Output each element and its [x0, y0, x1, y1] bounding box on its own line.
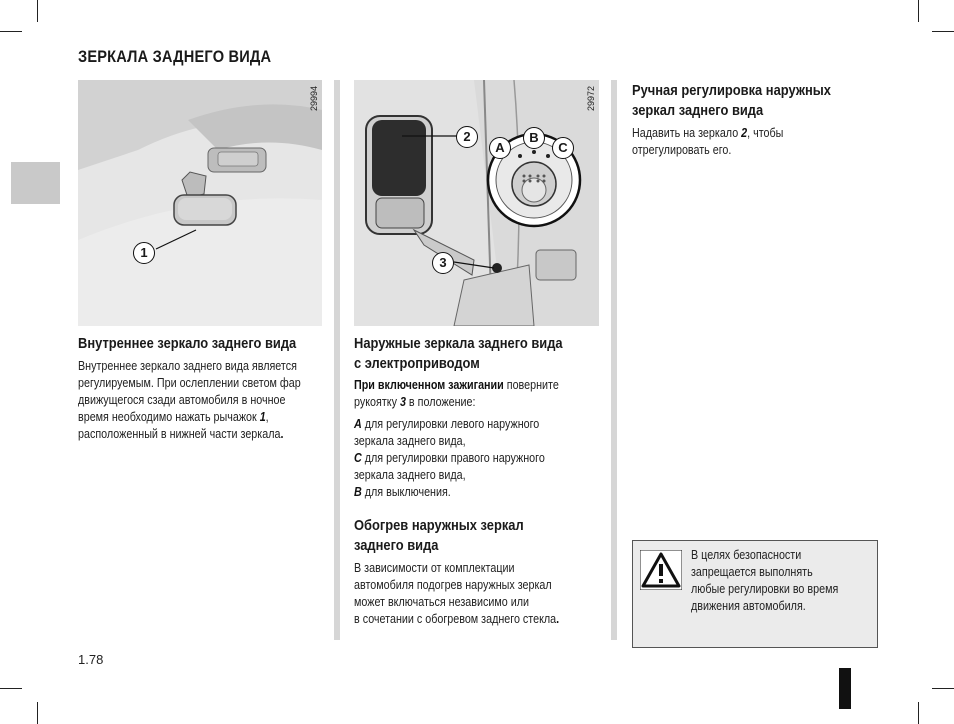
callout-A: A	[489, 137, 511, 159]
heading-line: Обогрев наружных зеркал	[354, 517, 524, 534]
text-line	[354, 611, 559, 628]
crop-mark	[932, 688, 954, 689]
text-line	[78, 409, 301, 426]
text-line	[354, 416, 559, 433]
text-line: регулируемым. При ослеплении светом фар	[78, 376, 301, 390]
figure-code: 29972	[586, 86, 596, 112]
text-line: автомобиля подогрев наружных зеркал	[354, 578, 552, 592]
text-line	[354, 450, 559, 467]
position-key-A: A	[354, 417, 362, 431]
text-line: движения автомобиля.	[691, 599, 806, 613]
text-line: любые регулировки во время	[691, 582, 839, 596]
electric-mirror-heading	[354, 334, 563, 374]
text-fragment: в положение:	[405, 395, 476, 409]
text-line: В целях безопасности	[691, 548, 802, 562]
crop-mark	[0, 688, 22, 689]
text-line: зеркала заднего вида,	[354, 468, 466, 482]
lever-ref: 1	[259, 410, 266, 424]
text-fragment: .	[280, 427, 284, 441]
page-number: 1.78	[78, 652, 104, 667]
text-fragment: в сочетании с обогревом заднего стекла	[354, 612, 557, 626]
crop-mark	[932, 31, 954, 32]
text-fragment: для регулировки правого наружного	[361, 451, 545, 465]
crop-mark	[37, 0, 38, 22]
text-line: движущегося сзади автомобиля в ночное	[78, 393, 286, 407]
heating-text	[354, 560, 559, 628]
text-fragment: ,	[265, 410, 269, 424]
text-line: отрегулировать его.	[632, 143, 732, 157]
heading-line: с электроприводом	[354, 355, 480, 372]
manual-adjust-text	[632, 125, 783, 159]
text-fragment: для регулировки левого наружного	[361, 417, 540, 431]
electric-mirror-text	[354, 377, 559, 501]
callout-C: C	[552, 137, 574, 159]
interior-mirror-heading: Внутреннее зеркало заднего вида	[78, 335, 297, 352]
exterior-mirror-figure	[354, 80, 599, 326]
callout-B: B	[523, 127, 545, 149]
text-fragment: рукоятку	[354, 395, 400, 409]
mirror-ref: 2	[741, 126, 748, 140]
exterior-mirror-illustration	[354, 80, 599, 326]
text-fragment: .	[556, 612, 560, 626]
text-line	[354, 484, 559, 501]
heating-heading	[354, 516, 524, 556]
interior-mirror-text	[78, 358, 301, 443]
manual-adjust-heading	[632, 81, 831, 121]
position-key-C: C	[354, 451, 362, 465]
interior-mirror-illustration	[78, 80, 322, 326]
safety-warning-box	[632, 540, 878, 648]
callout-1: 1	[133, 242, 155, 264]
text-fragment: , чтобы	[747, 126, 784, 140]
warning-triangle-icon	[640, 550, 682, 590]
crop-mark	[918, 0, 919, 22]
warning-text	[691, 547, 838, 615]
figure-code: 29994	[309, 86, 319, 112]
crop-mark	[918, 702, 919, 724]
text-line: зеркала заднего вида,	[354, 434, 466, 448]
heading-line: заднего вида	[354, 537, 439, 554]
crop-mark	[37, 702, 38, 724]
text-fragment: расположенный в нижней части зеркала	[78, 427, 281, 441]
heading-line: Ручная регулировка наружных	[632, 82, 831, 99]
position-key-B: B	[354, 485, 362, 499]
callout-2: 2	[456, 126, 478, 148]
text-fragment: для выключения.	[361, 485, 451, 499]
section-title: ЗЕРКАЛА ЗАДНЕГО ВИДА	[78, 47, 272, 66]
interior-mirror-figure	[78, 80, 322, 326]
text-line: запрещается выполнять	[691, 565, 813, 579]
callout-3: 3	[432, 252, 454, 274]
crop-mark	[0, 31, 22, 32]
column-divider	[611, 80, 617, 640]
text-line	[78, 426, 301, 443]
ignition-bold: При включенном зажигании	[354, 378, 504, 392]
text-fragment: Надавить на зеркало	[632, 126, 742, 140]
text-line	[354, 377, 559, 394]
heading-line: зеркал заднего вида	[632, 102, 764, 119]
text-line: В зависимости от комплектации	[354, 561, 515, 575]
text-line	[354, 394, 559, 411]
text-line	[632, 125, 783, 142]
text-line: может включаться независимо или	[354, 595, 529, 609]
text-fragment: время необходимо нажать рычажок	[78, 410, 260, 424]
text-line: Внутреннее зеркало заднего вида является	[78, 359, 297, 373]
chapter-marker-bar	[839, 668, 851, 709]
text-fragment: поверните	[503, 378, 559, 392]
column-divider	[334, 80, 340, 640]
knob-ref: 3	[399, 395, 406, 409]
chapter-tab	[11, 162, 60, 204]
heading-line: Наружные зеркала заднего вида	[354, 335, 563, 352]
